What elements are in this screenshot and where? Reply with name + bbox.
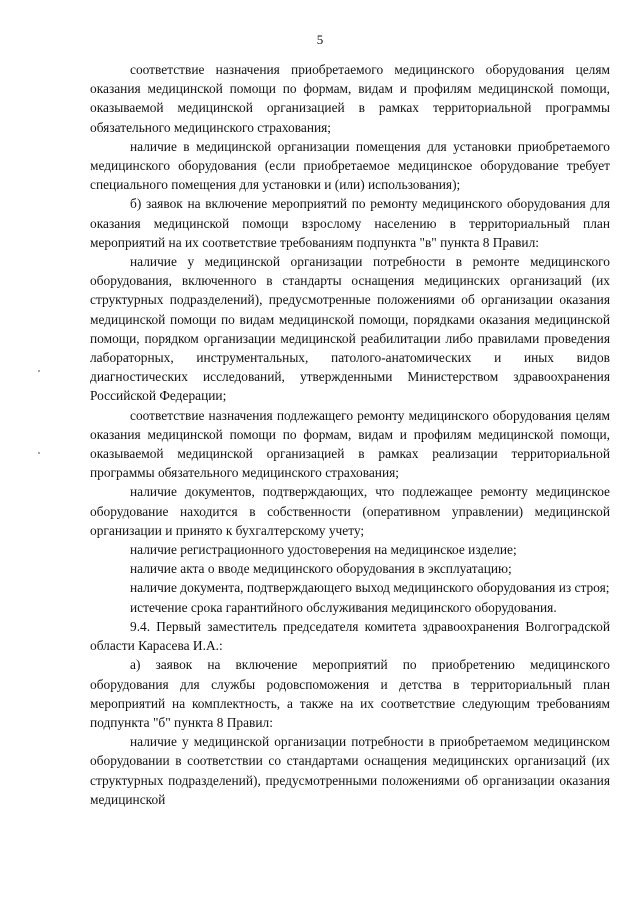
paragraph-premises-availability: наличие в медицинской организации помещения для установки приобретаемого медицинского оборудования (если приобретаемое медицинское оборудование требует специального помещения для установки и (или) использования); [90, 138, 610, 193]
paragraph-failure-document: наличие документа, подтверждающего выход медицинского оборудования из строя; [130, 580, 610, 596]
document-body [90, 60, 610, 809]
scan-speck [38, 370, 40, 372]
paragraph-repair-need: наличие у медицинской организации потребности в ремонте медицинского оборудования, включенного в стандарты оснащения медицинских организаций (их структурных подразделений), предусмотренные положениями об организации оказания медицинской помощи по видам медицинской помощи, порядками оказания медицинской помощи, порядком организации медицинской реабилитации либо правилами проведения лабораторных, инструментальных, патолого-анатомических и иных видов диагностических исследований, утвержденными Министерством здравоохранения Российской Федерации; [90, 254, 610, 404]
paragraph-maternity-equipment-applications: а) заявок на включение мероприятий по приобретению медицинского оборудования для службы родовспоможения и детства в территориальный план мероприятий на комплектность, а также на их соответствие следующим требованиям подпункта "б" пункта 8 Правил: [90, 657, 610, 730]
paragraph-warranty-expiry: истечение срока гарантийного обслуживания медицинского оборудования. [130, 599, 557, 615]
paragraph-section-9-4: 9.4. Первый заместитель председателя комитета здравоохранения Волгоградской области Карасева И.А.: [90, 618, 610, 654]
page-number: 5 [316, 32, 324, 47]
paragraph-purpose-repair-equipment: соответствие назначения подлежащего ремонту медицинского оборудования целям оказания медицинской помощи по формам, видам и профилям медицинской помощи, оказываемой медицинской организацией в рамках реализации территориальной программы обязательного медицинского страхования; [90, 407, 610, 481]
scan-speck [38, 452, 40, 454]
paragraph-purchase-need: наличие у медицинской организации потребности в приобретаемом медицинском оборудовании в соответствии со стандартами оснащения медицинских организаций (их структурных подразделений), предусмотренными положениями об организации оказания медицинской [90, 734, 610, 807]
paragraph-ownership-documents: наличие документов, подтверждающих, что подлежащее ремонту медицинское оборудование находится в собственности (оперативном управлении) медицинской организации и принято к бухгалтерскому учету; [90, 484, 610, 538]
paragraph-commissioning-act: наличие акта о вводе медицинского оборудования в эксплуатацию; [130, 561, 512, 577]
paragraph-purpose-purchased-equipment: соответствие назначения приобретаемого медицинского оборудования целям оказания медицинской помощи по формам, видам и профилям медицинской помощи, оказываемой медицинской организацией в рамках территориальной программы обязательного медицинского страхования; [90, 62, 610, 135]
paragraph-repair-applications: б) заявок на включение мероприятий по ремонту медицинского оборудования для оказания медицинской помощи взрослому населению в территориальный план мероприятий на их соответствие требованиям подпункта "в" пункта 8 Правил: [90, 196, 610, 250]
paragraph-registration-certificate: наличие регистрационного удостоверения на медицинское изделие; [130, 542, 517, 558]
